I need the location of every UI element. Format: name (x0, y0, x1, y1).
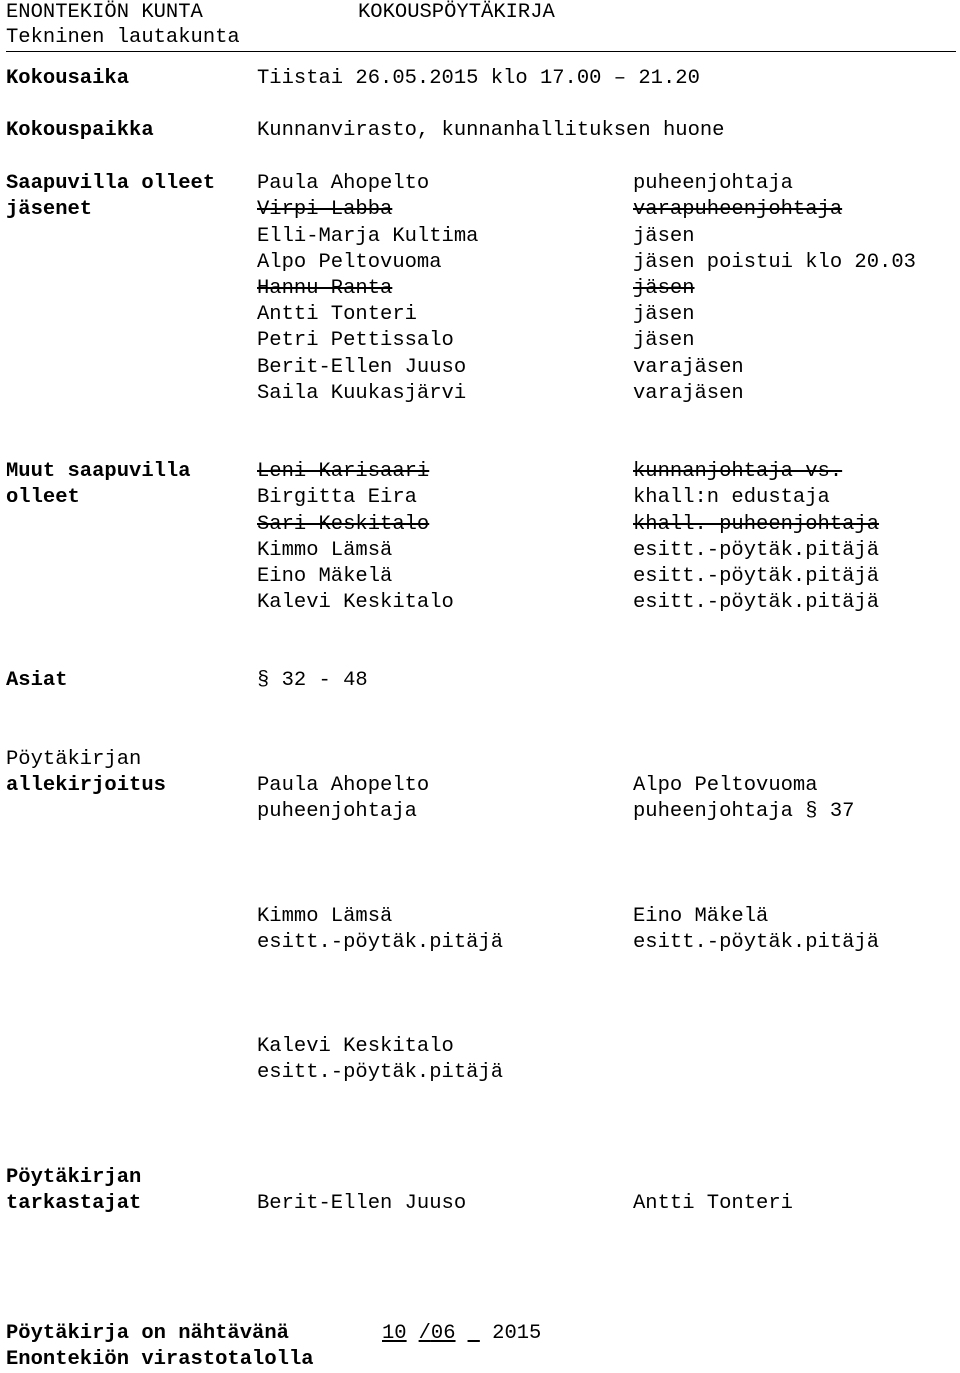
signatures-label-2: allekirjoitus (6, 774, 166, 797)
member-role: puheenjohtaja (633, 172, 793, 195)
other-name: Kalevi Keskitalo (257, 591, 454, 614)
signer-name: Alpo Peltovuoma (633, 774, 818, 797)
meeting-place-label: Kokouspaikka (6, 119, 154, 142)
reviewers-label-2: tarkastajat (6, 1192, 142, 1215)
display-month: 06 (430, 1322, 456, 1345)
other-role: khall. puheenjohtaja (633, 513, 880, 536)
other-name: Birgitta Eira (257, 486, 417, 509)
matters-range (257, 668, 368, 694)
display-label: Pöytäkirja on nähtävänä (6, 1322, 289, 1345)
signer-name: Kalevi Keskitalo (257, 1035, 454, 1058)
other-role: kunnanjohtaja vs. (633, 460, 843, 483)
member-name: Berit-Ellen Juuso (257, 356, 467, 379)
member-role: jäsen poistui klo 20.03 (633, 251, 916, 274)
member-role: varapuheenjohtaja (633, 198, 843, 221)
signer-role-section: 37 (829, 800, 855, 823)
meeting-place-value: Kunnanvirasto, kunnanhallituksen huone (257, 119, 725, 142)
member-role: jäsen (633, 329, 695, 352)
member-name: Saila Kuukasjärvi (257, 382, 467, 405)
section-sign: § (805, 800, 818, 823)
other-role: khall:n edustaja (633, 486, 830, 509)
display-date (382, 1321, 541, 1347)
display-day: 10 (382, 1322, 407, 1345)
other-name: Kimmo Lämsä (257, 539, 393, 562)
signer-role: puheenjohtaja (257, 800, 417, 823)
matters-range-value: 32 - 48 (281, 669, 368, 692)
other-role: esitt.-pöytäk.pitäjä (633, 539, 880, 562)
signer-name: Eino Mäkelä (633, 905, 769, 928)
member-name: Petri Pettissalo (257, 329, 454, 352)
member-name: Alpo Peltovuoma (257, 251, 442, 274)
signatures-label: Pöytäkirjan (6, 748, 142, 771)
other-role: esitt.-pöytäk.pitäjä (633, 565, 880, 588)
signer-name: Paula Ahopelto (257, 774, 430, 797)
member-name: Hannu Ranta (257, 277, 393, 300)
signer-name: Kimmo Lämsä (257, 905, 393, 928)
member-name: Elli-Marja Kultima (257, 225, 479, 248)
signer-role (633, 799, 854, 825)
section-sign: § (257, 669, 270, 692)
reviewer-name: Antti Tonteri (633, 1192, 793, 1215)
other-role: esitt.-pöytäk.pitäjä (633, 591, 880, 614)
others-label-2: olleet (6, 486, 80, 509)
others-label: Muut saapuvilla (6, 460, 191, 483)
reviewers-label: Pöytäkirjan (6, 1166, 142, 1189)
municipality-name: ENONTEKIÖN KUNTA (6, 1, 203, 24)
member-role: jäsen (633, 303, 695, 326)
matters-label: Asiat (6, 669, 68, 692)
header-divider (6, 51, 956, 52)
other-name: Sari Keskitalo (257, 513, 430, 536)
member-name: Antti Tonteri (257, 303, 417, 326)
other-name: Leni Karisaari (257, 460, 430, 483)
document-type: KOKOUSPÖYTÄKIRJA (358, 1, 555, 24)
signer-role-text: puheenjohtaja (633, 800, 793, 823)
member-role: varajäsen (633, 356, 744, 379)
signer-role: esitt.-pöytäk.pitäjä (257, 931, 504, 954)
member-role: jäsen (633, 225, 695, 248)
meeting-time-label: Kokousaika (6, 67, 130, 90)
display-year: 2015 (492, 1322, 542, 1345)
members-label: Saapuvilla olleet (6, 172, 216, 195)
display-sep: / (418, 1322, 431, 1345)
committee-name: Tekninen lautakunta (6, 26, 240, 49)
other-name: Eino Mäkelä (257, 565, 393, 588)
signer-role: esitt.-pöytäk.pitäjä (257, 1061, 504, 1084)
members-label-2: jäsenet (6, 198, 93, 221)
reviewer-name: Berit-Ellen Juuso (257, 1192, 467, 1215)
meeting-time-value: Tiistai 26.05.2015 klo 17.00 – 21.20 (257, 67, 700, 90)
display-label-2: Enontekiön virastotalolla (6, 1348, 314, 1371)
signer-role: esitt.-pöytäk.pitäjä (633, 931, 880, 954)
member-name: Virpi Labba (257, 198, 393, 221)
member-name: Paula Ahopelto (257, 172, 430, 195)
member-role: varajäsen (633, 382, 744, 405)
member-role: jäsen (633, 277, 695, 300)
